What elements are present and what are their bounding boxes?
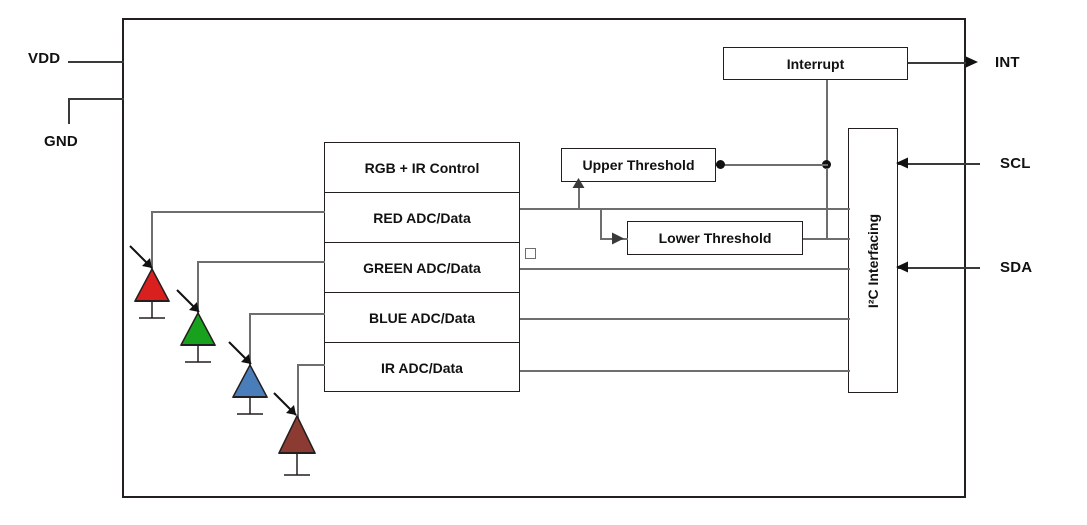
wire-upper-threshold-out bbox=[716, 164, 828, 166]
pin-label-sda: SDA bbox=[1000, 259, 1033, 276]
adc-stack bbox=[324, 142, 520, 392]
wire-red-adc-out bbox=[520, 208, 850, 210]
green-photodiode bbox=[177, 310, 221, 372]
block-interrupt[interactable]: Interrupt bbox=[723, 47, 908, 80]
block-green-adc-data[interactable]: GREEN ADC/Data bbox=[325, 243, 519, 293]
wire-interrupt-to-i2c bbox=[826, 80, 828, 168]
wire-blue-adc-out bbox=[520, 318, 850, 320]
block-i2c-interfacing[interactable] bbox=[848, 128, 898, 393]
red-photodiode bbox=[131, 266, 175, 328]
wire-blue-diode-branch bbox=[249, 313, 325, 315]
arrow-lower-threshold-in bbox=[612, 232, 628, 246]
wire-ir-diode-branch bbox=[297, 364, 325, 366]
chip-boundary bbox=[122, 18, 966, 498]
wire-branch-to-lower-threshold bbox=[600, 208, 602, 238]
pin-label-int: INT bbox=[995, 54, 1020, 71]
block-ir-adc-data[interactable]: IR ADC/Data bbox=[381, 360, 463, 376]
arrow-sda bbox=[894, 260, 912, 276]
pin-label-vdd: VDD bbox=[28, 50, 61, 67]
wire-int bbox=[908, 62, 969, 64]
ir-photodiode bbox=[275, 413, 321, 485]
bus-marker-square bbox=[525, 248, 536, 259]
junction-dot-upper-threshold bbox=[716, 160, 725, 169]
wire-green-adc-out bbox=[520, 268, 850, 270]
block-lower-threshold[interactable]: Lower Threshold bbox=[627, 221, 803, 255]
wire-ir-adc-out bbox=[520, 370, 850, 372]
wire-gnd-v bbox=[68, 98, 70, 124]
wire-lower-threshold-riser bbox=[826, 168, 828, 240]
block-i2c-interfacing-label: I²C Interfacing bbox=[865, 213, 881, 308]
wire-red-diode-branch bbox=[151, 211, 325, 213]
blue-photodiode bbox=[229, 362, 273, 424]
wire-gnd-h bbox=[68, 98, 124, 100]
wire-vdd bbox=[68, 61, 124, 63]
block-red-adc-data[interactable]: RED ADC/Data bbox=[325, 193, 519, 243]
wire-green-diode-branch bbox=[197, 261, 325, 263]
arrow-scl bbox=[894, 156, 912, 172]
pin-label-gnd: GND bbox=[44, 133, 78, 150]
arrow-int bbox=[966, 55, 982, 71]
arrow-upper-threshold-in bbox=[572, 178, 586, 190]
block-blue-adc-data[interactable]: BLUE ADC/Data bbox=[325, 293, 519, 343]
pin-label-scl: SCL bbox=[1000, 155, 1031, 172]
block-rgb-ir-control[interactable]: RGB + IR Control bbox=[325, 143, 519, 193]
block-upper-threshold[interactable]: Upper Threshold bbox=[561, 148, 716, 182]
